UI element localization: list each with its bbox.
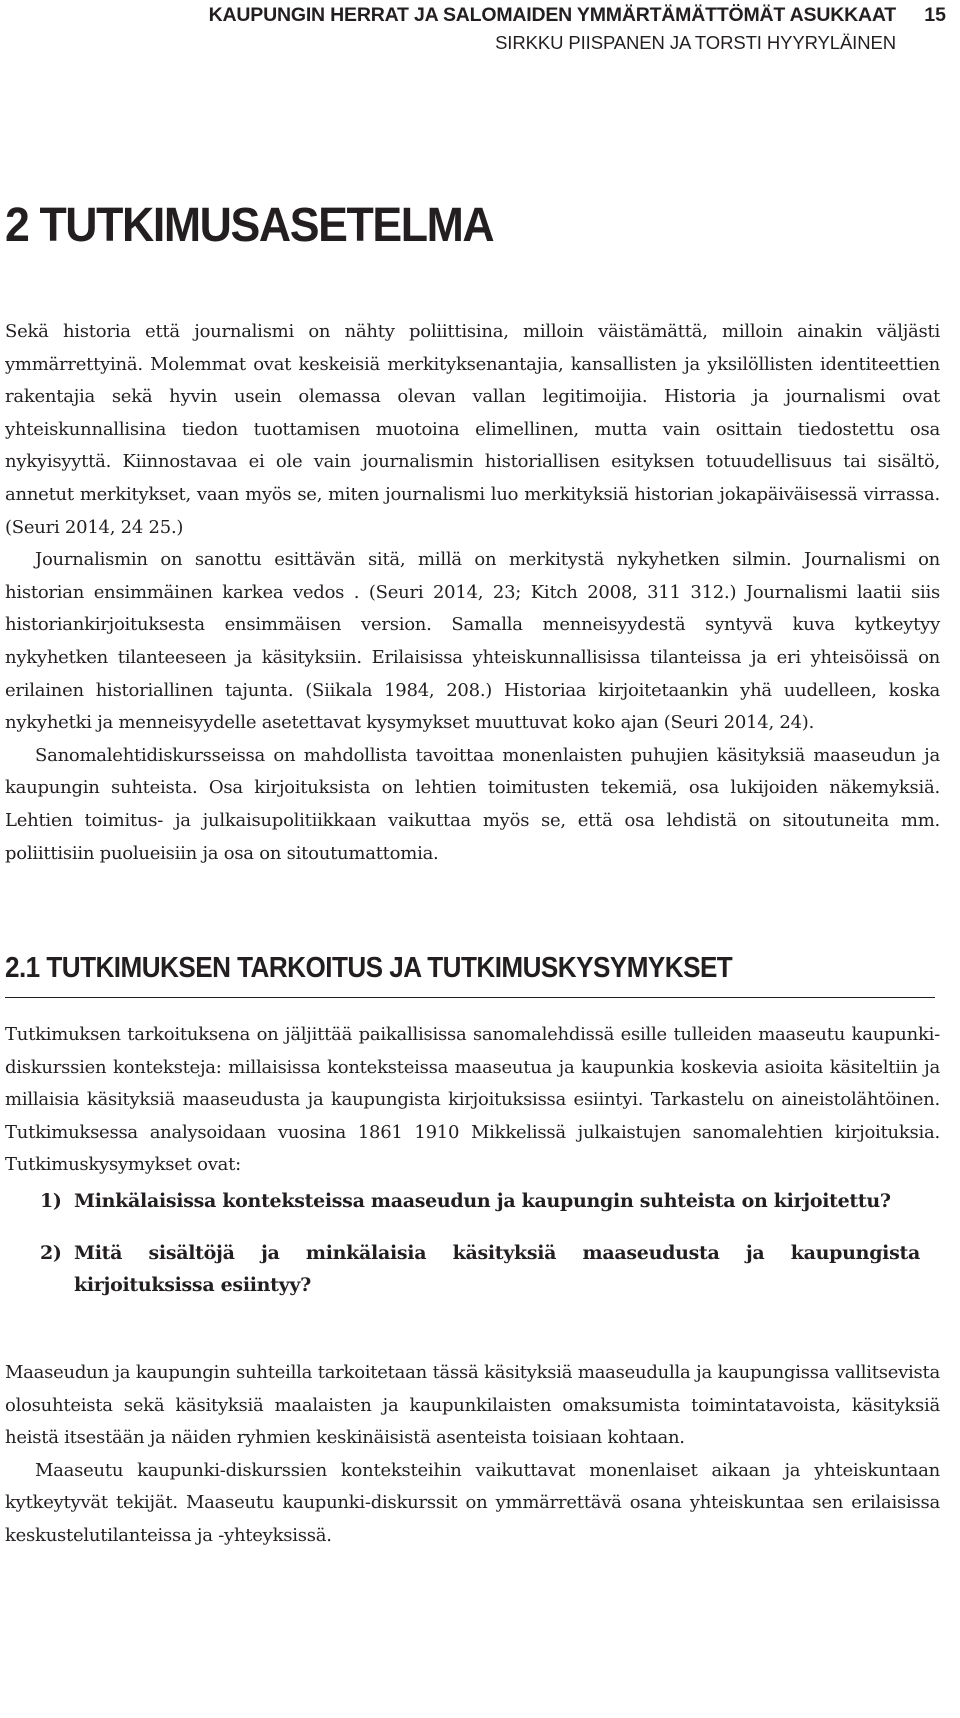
running-head-authors: SIRKKU PIISPANEN JA TORSTI HYYRYLÄINEN	[495, 32, 896, 53]
running-head-title: KAUPUNGIN HERRAT JA SALOMAIDEN YMMÄRTÄMÄTTÖMÄT ASUKKAAT	[208, 4, 896, 26]
research-questions	[40, 1185, 920, 1321]
research-question	[40, 1237, 920, 1301]
page-number: 15	[924, 4, 946, 26]
paragraph: Sanomalehtidiskursseissa on mahdollista tavoittaa monenlaisten puhujien käsityksiä maaseudun ja kaupungin suhteista. Osa kirjoituksista on lehtien toimitusten tekemiä, osa lukijoiden näkemyksiä. Lehtien toimitus- ja julkaisupolitiikkaan vaikuttaa myös se, että osa lehdistä on sitoutuneita mm. poliittisiin puolueisiin ja osa on sitoutumattomia.	[5, 744, 940, 864]
section-title: 2.1 TUTKIMUKSEN TARKOITUS JA TUTKIMUSKYSYMYKSET	[5, 952, 733, 984]
research-question	[40, 1185, 920, 1217]
section-intro	[5, 1019, 940, 1182]
paragraph: Journalismin on sanottu esittävän sitä, millä on merkitystä nykyhetken silmin. Journalismi on historian ensimmäinen karkea vedos . (Seuri 2014, 23; Kitch 2008, 311 312.) Journalismi laatii siis historiankirjoituksesta ensimmäisen version. Samalla menneisyydestä syntyvä kuva kytkeytyy nykyhetken tilanteeseen ja käsityksiin. Erilaisissa yhteiskunnallisissa tilanteissa ja eri yhteisöissä on erilainen historiallinen tajunta. (Siikala 1984, 208.) Historiaa kirjoitetaankin yhä uudelleen, koska nykyhetki ja menneisyydelle asetettavat kysymykset muuttuvat koko ajan (Seuri 2014, 24).	[5, 549, 940, 734]
question-number: 2)	[40, 1242, 62, 1264]
chapter-body	[5, 316, 940, 870]
paragraph: Tutkimuksen tarkoituksena on jäljittää paikallisissa sanomalehdissä esille tulleiden maaseutu kaupunki-diskurssien konteksteja: millaisissa konteksteissa maaseutua ja kaupunkia koskevia asioita käsiteltiin ja millaisia käsityksiä maaseudusta ja kaupungista kirjoituksissa esiintyi. Tarkastelu on aineistolähtöinen. Tutkimuksessa analysoidaan vuosina 1861 1910 Mikkelissä julkaistujen sanomalehtien kirjoituksia. Tutkimuskysymykset ovat:	[5, 1024, 940, 1176]
question-text: Mitä sisältöjä ja minkälaisia käsityksiä maaseudusta ja kaupungista kirjoituksissa esiintyy?	[74, 1242, 920, 1296]
paragraph: Maaseutu kaupunki-diskurssien konteksteihin vaikuttavat monenlaiset aikaan ja yhteiskuntaan kytkeytyvät tekijät. Maaseutu kaupunki-diskurssit on ymmärrettävä osana yhteiskuntaa sen erilaisissa keskustelutilanteissa ja -yhteyksissä.	[5, 1459, 940, 1546]
section-body	[5, 1357, 940, 1553]
paragraph: Maaseudun ja kaupungin suhteilla tarkoitetaan tässä käsityksiä maaseudulla ja kaupungissa vallitsevista olosuhteista sekä käsityksiä maalaisten ja kaupunkilaisten omaksumista toimintatavoista, käsityksiä heistä itsestään ja näiden ryhmien keskinäisistä asenteista toisiaan kohtaan.	[5, 1362, 940, 1449]
question-number: 1)	[40, 1190, 62, 1212]
paragraph: Sekä historia että journalismi on nähty poliittisina, milloin väistämättä, milloin ainakin väljästi ymmärrettyinä. Molemmat ovat keskeisiä merkityksenantajia, kansallisten ja yksilöllisten identiteettien rakentajia sekä hyvin usein olemassa olevan vallan legitimoijia. Historia ja journalismi ovat yhteiskunnallisina tiedon tuottamisen muotoina elimellinen, mutta vain osittain tiedostettu osa nykyisyyttä. Kiinnostavaa ei ole vain journalismin historiallisen esityksen totuudellisuus tai sisältö, annetut merkitykset, vaan myös se, miten journalismi luo merkityksiä historian jokapäiväisessä virrassa. (Seuri 2014, 24 25.)	[5, 321, 940, 538]
question-text: Minkälaisissa konteksteissa maaseudun ja kaupungin suhteista on kirjoitettu?	[74, 1190, 891, 1212]
section-divider	[5, 997, 935, 998]
chapter-title: 2 TUTKIMUSASETELMA	[5, 199, 494, 252]
